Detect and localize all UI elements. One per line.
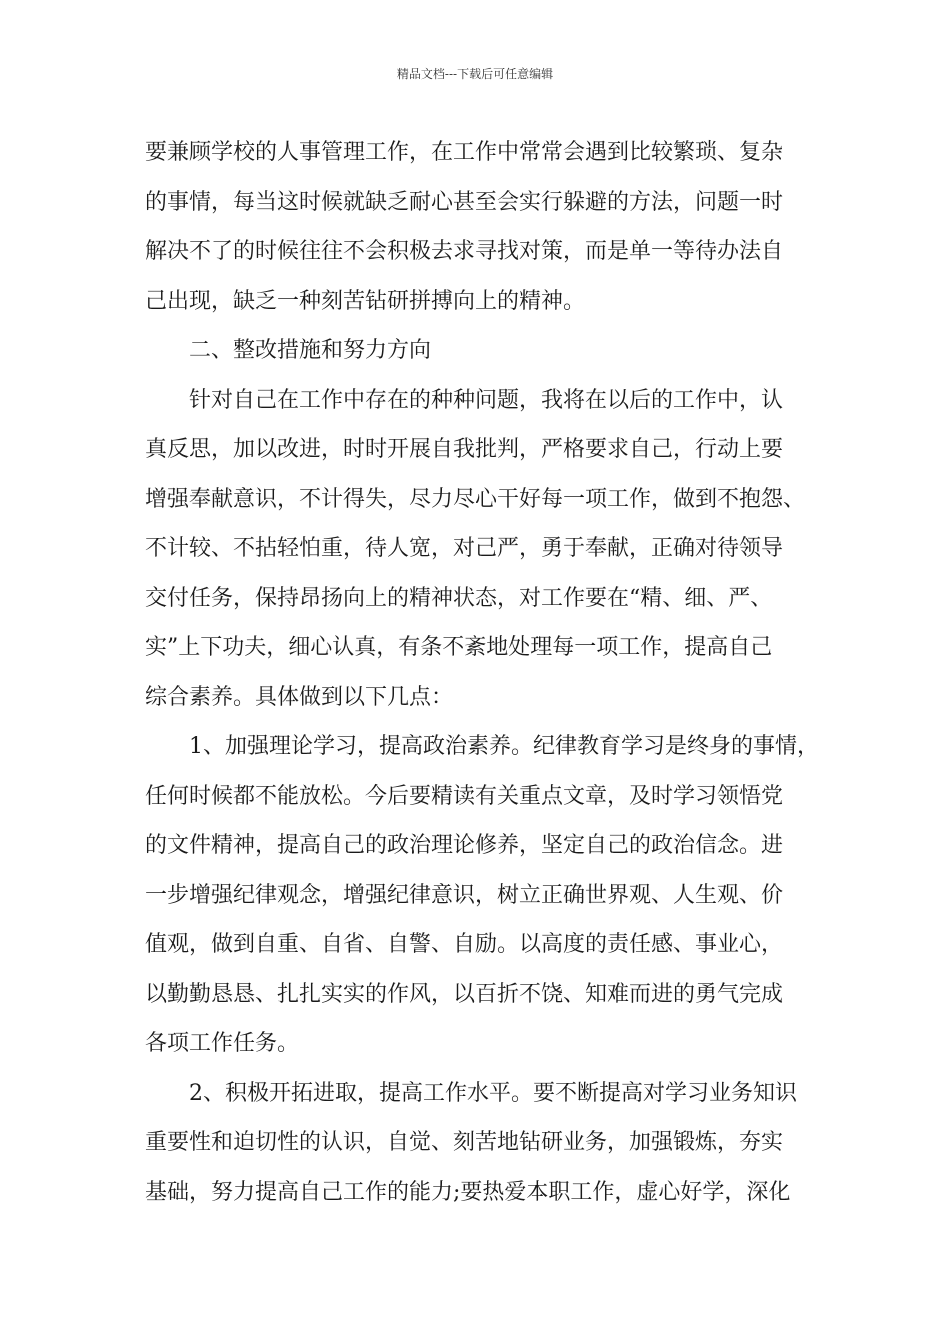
- text-line: 二、整改措施和努力方向: [189, 338, 432, 363]
- text-line: 的事情，每当这时候就缺乏耐心甚至会实行躲避的方法，问题一时: [145, 189, 784, 215]
- text-line: 重要性和迫切性的认识，自觉、刻苦地钻研业务，加强锻炼，夯实: [145, 1130, 784, 1155]
- text-line: 己出现，缺乏一种刻苦钻研拼搏向上的精神。: [145, 288, 586, 314]
- text-line: 针对自己在工作中存在的种种问题，我将在以后的工作中，认: [189, 387, 784, 413]
- text-line: 交付任务，保持昂扬向上的精神状态，对工作要在“精、细、严、: [145, 585, 773, 611]
- text-line: 真反思，加以改进，时时开展自我批判，严格要求自己，行动上要: [145, 437, 784, 462]
- text-line: 1、加强理论学习，提高政治素养。纪律教育学习是终身的事情，: [189, 734, 819, 759]
- text-line: 以勤勤恳恳、扎扎实实的作风，以百折不饶、知难而进的勇气完成: [145, 981, 784, 1007]
- page-header: 精品文档---下载后可任意编辑: [396, 67, 554, 81]
- text-line: 综合素养。具体做到以下几点：: [145, 684, 454, 710]
- text-line: 任何时候都不能放松。今后要精读有关重点文章，及时学习领悟党: [145, 783, 784, 809]
- text-line: 的文件精神，提高自己的政治理论修养，坚定自己的政治信念。进: [145, 833, 784, 858]
- text-line: 解决不了的时候往往不会积极去求寻找对策，而是单一等待办法自: [145, 239, 784, 264]
- text-line: 要兼顾学校的人事管理工作，在工作中常常会遇到比较繁琐、复杂: [145, 140, 784, 165]
- text-line: 各项工作任务。: [145, 1031, 300, 1056]
- text-line: 不计较、不拈轻怕重，待人宽，对己严，勇于奉献，正确对待领导: [145, 536, 784, 561]
- document-body: [145, 128, 817, 1217]
- text-line: 2、积极开拓进取，提高工作水平。要不断提高对学习业务知识: [189, 1080, 797, 1106]
- text-line: 基础，努力提高自己工作的能力;要热爱本职工作，虚心好学，深化: [145, 1179, 791, 1205]
- text-line: 增强奉献意识，不计得失，尽力尽心干好每一项工作，做到不抱怨、: [145, 486, 806, 512]
- text-line: 一步增强纪律观念，增强纪律意识，树立正确世界观、人生观、价: [145, 882, 784, 908]
- text-line: 值观，做到自重、自省、自警、自励。以高度的责任感、事业心，: [145, 932, 784, 957]
- text-line: 实”上下功夫，细心认真，有条不紊地处理每一项工作，提高自己: [145, 635, 773, 660]
